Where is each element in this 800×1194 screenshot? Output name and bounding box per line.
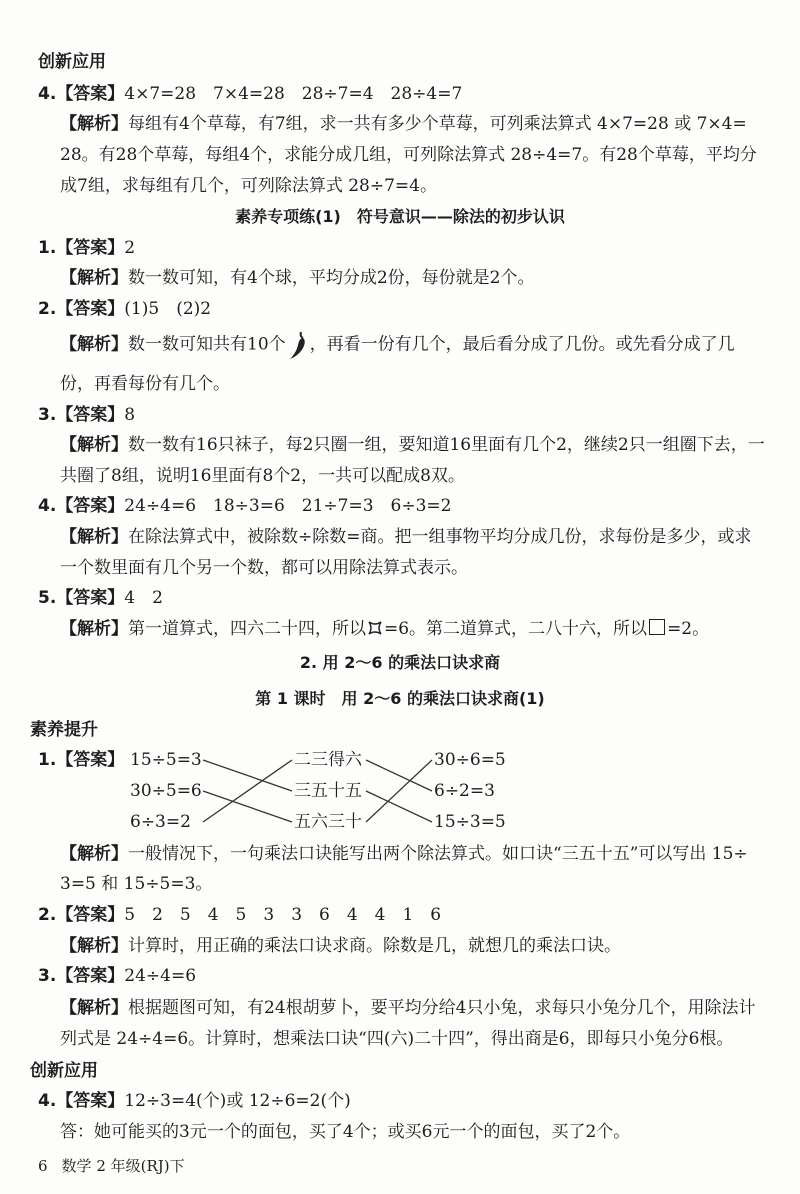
match-line (203, 760, 292, 822)
match-line (366, 791, 432, 822)
answer-tag: 【答案】 (56, 496, 125, 516)
answer-text: 5 2 5 4 5 3 3 6 4 4 1 6 (124, 905, 442, 925)
match-line (366, 760, 432, 822)
answer-line (38, 964, 196, 988)
analysis-text: 每组有4个草莓，有7组，求一共有多少个草莓，可列乘法算式 4×7=28 或 7×4= (128, 114, 747, 134)
question-number: 1. (38, 750, 57, 770)
mnemonic: 三五十五 (294, 781, 362, 801)
question-number: 5. (38, 588, 57, 608)
answer-tag: 【答案】 (56, 299, 125, 319)
left-expression: 6÷3=2 (130, 812, 191, 832)
page-footer (38, 1154, 185, 1178)
analysis-text: ，再看一份有几个，最后看分成了几份。或先看分成了几 (309, 334, 735, 355)
analysis-line (60, 996, 755, 1020)
question-number: 1. (38, 238, 57, 258)
section-heading: 创新应用 (30, 1061, 98, 1081)
mnemonic: 五六三十 (294, 812, 362, 832)
answer-tag: 【答案】 (56, 905, 125, 925)
analysis-line: 份，再看每份有几个。 (60, 374, 230, 394)
analysis-tag: 【解析】 (60, 998, 128, 1018)
answer-tag: 【答案】 (56, 750, 125, 770)
analysis-line: 列式是 24÷4=6。计算时，想乘法口诀“四(六)二十四”，得出商是6，即每只小兔分6根。 (60, 1029, 734, 1049)
analysis-line: 28。有28个草莓，每组4个，求能分成几组，可列除法算式 28÷4=7。有28个草莓，平均分 (60, 145, 757, 165)
analysis-text: 数一数有16只袜子，每2只圈一组，要知道16里面有几个2，继续2只一组圈下去，一 (128, 435, 765, 455)
analysis-line (60, 934, 621, 958)
answer-tag: 【答案】 (56, 84, 125, 104)
analysis-tag: 【解析】 (60, 527, 128, 547)
answer-tag: 【答案】 (56, 1091, 125, 1111)
page-number: 6 (38, 1157, 48, 1175)
answer-tag: 【答案】 (56, 966, 125, 986)
answer-tag: 【答案】 (56, 405, 125, 425)
answer-tag: 【答案】 (56, 588, 125, 608)
reply-line: 答：她可能买的3元一个的面包，买了4个；或买6元一个的面包，买了2个。 (60, 1122, 631, 1142)
analysis-text: =6。第二道算式，二八十六，所以 (384, 619, 648, 639)
match-line (366, 760, 432, 791)
analysis-line: 成7组，求每组有几个，可列除法算式 28÷7=4。 (60, 176, 437, 196)
analysis-text: 数一数可知，有4个球，平均分成2份，每份就是2个。 (128, 268, 535, 288)
answer-line (38, 1089, 351, 1113)
analysis-tag: 【解析】 (60, 268, 128, 288)
analysis-text: 一般情况下，一句乘法口诀能写出两个除法算式。如口诀“三五十五”可以写出 15÷ (128, 844, 748, 864)
answer-text: 12÷3=4(个)或 12÷6=2(个) (124, 1091, 351, 1111)
analysis-tag: 【解析】 (60, 114, 128, 134)
question-number: 3. (38, 405, 57, 425)
question-number: 4. (38, 84, 57, 104)
analysis-tag: 【解析】 (60, 435, 128, 455)
analysis-text: 数一数可知共有10个 (128, 334, 286, 355)
question-number: 2. (38, 905, 57, 925)
analysis-line (60, 842, 748, 866)
right-expression: 6÷2=3 (434, 781, 495, 801)
analysis-tag: 【解析】 (60, 619, 128, 639)
match-line (203, 760, 292, 791)
answer-text: 4×7=28 7×4=28 28÷7=4 28÷4=7 (124, 84, 463, 104)
analysis-tag: 【解析】 (60, 936, 128, 956)
answer-text: 8 (124, 405, 136, 425)
chapter-title: 2. 用 2～6 的乘法口诀求商 (299, 653, 501, 672)
section-heading: 素养提升 (30, 720, 98, 740)
lesson-title: 第 1 课时 用 2～6 的乘法口诀求商(1) (255, 689, 545, 708)
right-expression: 30÷6=5 (434, 750, 506, 770)
analysis-tag: 【解析】 (60, 334, 128, 355)
analysis-line: 一个数里面有几个另一个数，都可以用除法算式表示。 (60, 558, 468, 578)
answer-text: 2 (124, 238, 136, 258)
analysis-text: 计算时，用正确的乘法口诀求商。除数是几，就想几的乘法口诀。 (128, 936, 621, 956)
match-line (203, 791, 292, 822)
answer-text: 4 2 (124, 588, 163, 608)
question-number: 2. (38, 299, 57, 319)
left-expression: 30÷5=6 (130, 781, 202, 801)
question-number: 4. (38, 1091, 57, 1111)
analysis-text: =2。 (667, 619, 710, 639)
section-title: 素养专项练(1) 符号意识——除法的初步认识 (235, 207, 565, 226)
answer-text: (1)5 (2)2 (124, 299, 212, 319)
analysis-text: 根据题图可知，有24根胡萝卜，要平均分给4只小兔，求每只小兔分几个，用除法计 (128, 998, 756, 1018)
mnemonic: 二三得六 (294, 750, 362, 770)
question-number: 3. (38, 966, 57, 986)
question-number: 4. (38, 496, 57, 516)
answer-line (38, 903, 441, 927)
book-title: 数学 2 年级(RJ)下 (61, 1157, 185, 1175)
left-expression: 15÷5=3 (130, 750, 202, 770)
analysis-text: 第一道算式，四六二十四，所以 (128, 619, 366, 639)
answer-tag: 【答案】 (56, 238, 125, 258)
answer-text: 24÷4=6 (124, 966, 197, 986)
section-heading: 创新应用 (38, 52, 106, 72)
right-expression: 15÷3=5 (434, 812, 506, 832)
analysis-text: 在除法算式中，被除数÷除数=商。把一组事物平均分成几份，求每份是多少，或求 (128, 527, 752, 547)
analysis-tag: 【解析】 (60, 844, 128, 864)
analysis-line: 共圈了8组，说明16里面有8个2，一共可以配成8双。 (60, 466, 465, 486)
answer-text: 24÷4=6 18÷3=6 21÷7=3 6÷3=2 (124, 496, 452, 516)
analysis-line: 3=5 和 15÷5=3。 (60, 874, 213, 894)
